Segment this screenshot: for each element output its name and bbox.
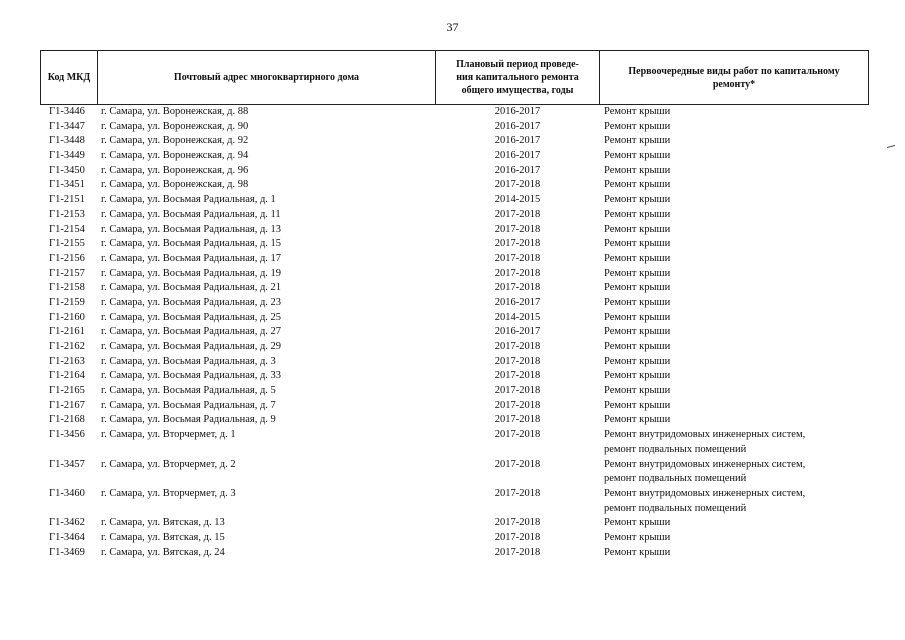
row-code: Г1-2155 xyxy=(49,238,85,250)
row-period: 2017-2018 xyxy=(494,487,541,499)
header-code xyxy=(40,50,98,105)
row-address: г. Самара, ул. Вятская, д. 13 xyxy=(101,517,225,529)
row-period: 2014-2015 xyxy=(494,311,541,323)
row-code: Г1-2159 xyxy=(49,296,85,308)
row-period: 2017-2018 xyxy=(494,238,541,250)
header-address-label: Почтовый адрес многоквартирного дома xyxy=(173,72,360,83)
table-row xyxy=(0,149,905,164)
row-period: 2017-2018 xyxy=(494,252,541,264)
row-code: Г1-2157 xyxy=(49,267,85,279)
row-code: Г1-2168 xyxy=(49,414,85,426)
table-row xyxy=(0,296,905,311)
table-row xyxy=(0,164,905,179)
row-period: 2016-2017 xyxy=(494,106,541,117)
row-code: Г1-2160 xyxy=(49,311,85,323)
row-code: Г1-2161 xyxy=(49,326,85,338)
row-works: Ремонт крыши xyxy=(604,355,671,367)
row-period: 2017-2018 xyxy=(494,179,541,191)
row-period: 2016-2017 xyxy=(494,296,541,308)
row-period: 2017-2018 xyxy=(494,282,541,294)
row-address: г. Самара, ул. Восьмая Радиальная, д. 17 xyxy=(101,252,282,264)
row-address: г. Самара, ул. Восьмая Радиальная, д. 3 xyxy=(101,355,276,367)
row-address: г. Самара, ул. Вторчермет, д. 3 xyxy=(101,487,236,499)
row-period: 2017-2018 xyxy=(494,385,541,397)
row-address: г. Самара, ул. Воронежская, д. 88 xyxy=(101,106,249,117)
row-code: Г1-3446 xyxy=(49,106,85,117)
header-code-label: Код МКД xyxy=(47,72,91,83)
header-period-label: Плановый период проведе- ния капитального ремонта общего имущества, годы xyxy=(456,59,579,96)
table-body xyxy=(0,105,905,560)
row-address: г. Самара, ул. Воронежская, д. 90 xyxy=(101,120,249,132)
page-number: 37 xyxy=(446,20,459,34)
row-address: г. Самара, ул. Воронежская, д. 92 xyxy=(101,135,249,147)
row-works: Ремонт крыши xyxy=(604,282,671,294)
table-row xyxy=(0,413,905,428)
row-works: Ремонт крыши xyxy=(604,546,671,558)
table-row xyxy=(0,105,905,120)
row-works: Ремонт крыши xyxy=(604,370,671,382)
row-works: Ремонт крыши xyxy=(604,208,671,220)
row-code: Г1-3464 xyxy=(49,531,85,543)
row-address: г. Самара, ул. Восьмая Радиальная, д. 25 xyxy=(101,311,282,323)
row-period: 2016-2017 xyxy=(494,150,541,162)
row-works: Ремонт крыши xyxy=(604,252,671,264)
row-works: Ремонт крыши xyxy=(604,179,671,191)
row-code: Г1-3449 xyxy=(49,150,85,162)
row-works: Ремонт крыши xyxy=(604,311,671,323)
table-row xyxy=(0,237,905,252)
row-address: г. Самара, ул. Восьмая Радиальная, д. 29 xyxy=(101,341,282,352)
row-address: г. Самара, ул. Вторчермет, д. 2 xyxy=(101,458,236,470)
row-address: г. Самара, ул. Воронежская, д. 94 xyxy=(101,150,249,162)
row-works: Ремонт крыши xyxy=(604,120,671,132)
row-works: Ремонт крыши xyxy=(604,106,671,117)
row-code: Г1-3457 xyxy=(49,458,85,470)
row-works: Ремонт крыши xyxy=(604,341,671,352)
row-works: Ремонт крыши xyxy=(604,194,671,206)
row-code: Г1-3460 xyxy=(49,487,85,499)
table-row xyxy=(0,193,905,208)
row-code: Г1-3462 xyxy=(49,517,85,529)
row-address: г. Самара, ул. Вятская, д. 15 xyxy=(101,531,225,543)
row-period: 2017-2018 xyxy=(494,208,541,220)
table-row xyxy=(0,428,905,457)
table-row xyxy=(0,399,905,414)
table-row xyxy=(0,134,905,149)
row-works: Ремонт крыши xyxy=(604,399,671,411)
row-code: Г1-2162 xyxy=(49,341,85,352)
row-works: Ремонт крыши xyxy=(604,326,671,338)
row-period: 2016-2017 xyxy=(494,135,541,147)
row-period: 2017-2018 xyxy=(494,355,541,367)
table-row xyxy=(0,267,905,282)
table-row xyxy=(0,178,905,193)
row-address: г. Самара, ул. Восьмая Радиальная, д. 21 xyxy=(101,282,282,294)
row-address: г. Самара, ул. Воронежская, д. 98 xyxy=(101,179,249,191)
row-address: г. Самара, ул. Восьмая Радиальная, д. 9 xyxy=(101,414,276,426)
row-code: Г1-2158 xyxy=(49,282,85,294)
row-works: Ремонт крыши xyxy=(604,296,671,308)
row-period: 2016-2017 xyxy=(494,164,541,176)
row-address: г. Самара, ул. Вторчермет, д. 1 xyxy=(101,429,236,441)
header-address xyxy=(97,50,436,105)
table-row xyxy=(0,458,905,487)
table-row xyxy=(0,369,905,384)
row-code: Г1-2164 xyxy=(49,370,85,382)
row-works: Ремонт внутридомовых инженерных систем, ремонт подвальных помещений xyxy=(604,458,806,485)
row-address: г. Самара, ул. Восьмая Радиальная, д. 1 xyxy=(101,194,276,206)
header-period xyxy=(435,50,600,105)
row-period: 2014-2015 xyxy=(494,194,541,206)
row-code: Г1-3447 xyxy=(49,120,85,132)
table-row xyxy=(0,531,905,546)
table-row xyxy=(0,281,905,296)
table-row xyxy=(0,311,905,326)
header-works-label: Первоочередные виды работ по капитальному ремонту* xyxy=(628,65,840,90)
row-works: Ремонт крыши xyxy=(604,385,671,397)
row-address: г. Самара, ул. Восьмая Радиальная, д. 33 xyxy=(101,370,282,382)
row-code: Г1-3469 xyxy=(49,546,85,558)
row-period: 2016-2017 xyxy=(494,326,541,338)
row-period: 2017-2018 xyxy=(494,517,541,529)
row-works: Ремонт крыши xyxy=(604,223,671,235)
row-works: Ремонт крыши xyxy=(604,267,671,279)
table-row xyxy=(0,252,905,267)
row-code: Г1-2151 xyxy=(49,194,85,206)
table-row xyxy=(0,516,905,531)
row-code: Г1-2165 xyxy=(49,385,85,397)
row-address: г. Самара, ул. Вятская, д. 24 xyxy=(101,546,225,558)
row-period: 2016-2017 xyxy=(494,120,541,132)
row-period: 2017-2018 xyxy=(494,267,541,279)
row-works: Ремонт внутридомовых инженерных систем, ремонт подвальных помещений xyxy=(604,487,806,514)
table-row xyxy=(0,384,905,399)
row-address: г. Самара, ул. Восьмая Радиальная, д. 11 xyxy=(101,208,281,220)
row-works: Ремонт крыши xyxy=(604,238,671,250)
row-period: 2017-2018 xyxy=(494,531,541,543)
row-address: г. Самара, ул. Восьмая Радиальная, д. 27 xyxy=(101,326,282,338)
table-row xyxy=(0,325,905,340)
row-code: Г1-3448 xyxy=(49,135,85,147)
row-period: 2017-2018 xyxy=(494,399,541,411)
row-address: г. Самара, ул. Восьмая Радиальная, д. 5 xyxy=(101,385,276,397)
row-period: 2017-2018 xyxy=(494,546,541,558)
row-works: Ремонт крыши xyxy=(604,135,671,147)
row-period: 2017-2018 xyxy=(494,341,541,352)
row-address: г. Самара, ул. Восьмая Радиальная, д. 13 xyxy=(101,223,282,235)
header-works xyxy=(599,50,869,105)
row-works: Ремонт крыши xyxy=(604,531,671,543)
row-code: Г1-2156 xyxy=(49,252,85,264)
row-address: г. Самара, ул. Восьмая Радиальная, д. 23 xyxy=(101,296,282,308)
row-address: г. Самара, ул. Воронежская, д. 96 xyxy=(101,164,249,176)
row-code: Г1-3456 xyxy=(49,429,85,441)
row-works: Ремонт крыши xyxy=(604,414,671,426)
table-row xyxy=(0,487,905,516)
table-row xyxy=(0,223,905,238)
row-code: Г1-2163 xyxy=(49,355,85,367)
row-works: Ремонт крыши xyxy=(604,164,671,176)
table-row xyxy=(0,340,905,355)
row-period: 2017-2018 xyxy=(494,429,541,441)
table-row xyxy=(0,120,905,135)
row-code: Г1-2167 xyxy=(49,399,85,411)
row-code: Г1-2153 xyxy=(49,208,85,220)
row-works: Ремонт крыши xyxy=(604,517,671,529)
row-works: Ремонт крыши xyxy=(604,150,671,162)
row-period: 2017-2018 xyxy=(494,414,541,426)
row-code: Г1-3451 xyxy=(49,179,85,191)
row-code: Г1-3450 xyxy=(49,164,85,176)
row-works: Ремонт внутридомовых инженерных систем, ремонт подвальных помещений xyxy=(604,429,806,455)
row-address: г. Самара, ул. Восьмая Радиальная, д. 15 xyxy=(101,238,282,250)
table-row xyxy=(0,208,905,223)
row-address: г. Самара, ул. Восьмая Радиальная, д. 7 xyxy=(101,399,276,411)
row-period: 2017-2018 xyxy=(494,458,541,470)
row-code: Г1-2154 xyxy=(49,223,85,235)
row-period: 2017-2018 xyxy=(494,370,541,382)
row-period: 2017-2018 xyxy=(494,223,541,235)
row-address: г. Самара, ул. Восьмая Радиальная, д. 19 xyxy=(101,267,282,279)
table-row xyxy=(0,355,905,370)
table-row xyxy=(0,546,905,561)
